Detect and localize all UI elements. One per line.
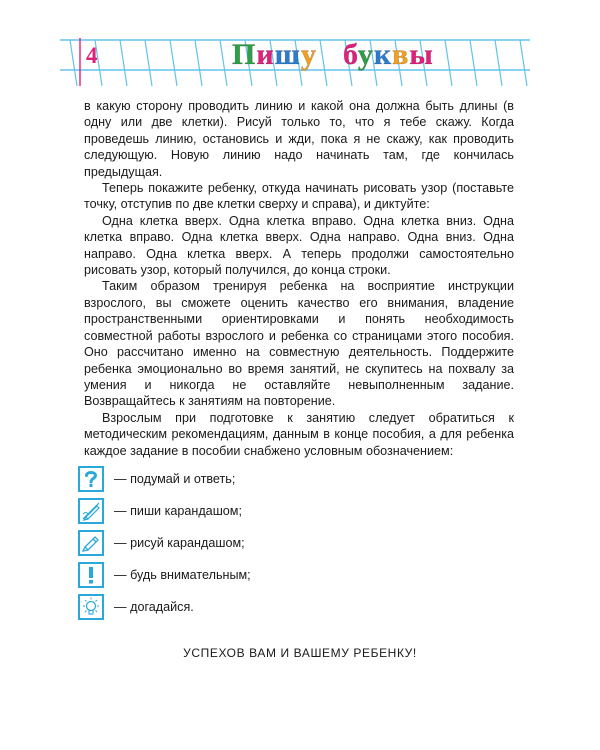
paragraph: Взрослым при подготовке к занятию следует обратиться к методическим рекомендациям, данным в конце пособия, а для ребенка каждое задание в пособии снабжено условным обозначением: xyxy=(84,410,514,458)
legend-label: — подумай и ответь; xyxy=(114,472,236,486)
title-letter: к xyxy=(373,38,393,71)
grid-slant-line xyxy=(70,40,77,86)
legend-item xyxy=(78,530,378,558)
pencil-drawing-icon xyxy=(78,530,104,556)
exclamation-mark-icon xyxy=(78,562,104,588)
legend-label: — догадайся. xyxy=(114,600,194,614)
legend-item xyxy=(78,498,378,526)
legend-label: — пиши карандашом; xyxy=(114,504,242,518)
grid-slant-line xyxy=(120,40,127,86)
grid-slant-line xyxy=(470,40,477,86)
page-header xyxy=(0,0,600,90)
title-letter: ш xyxy=(274,38,301,71)
paragraph: в какую сторону проводить линию и какой она должна быть длины (в одну или две клетки). Рисуй только то, что я тебе скажу. Когда проведешь линию, остановись и жди, пока я не скажу, как проводить следующую. Новую линию надо начинать там, где кончилась предыдущая. xyxy=(84,99,514,179)
grid-slant-line xyxy=(520,40,527,86)
paragraph: Таким образом тренируя ребенка на восприятие инструкции взрослого, вы сможете оценить качество его внимания, владение пространственными ориентировками и понять необходимость совместной работы взрослого и ребенка со страницами этого пособия. Оно рассчитано именно на совместную деятельность. Поддержите ребенка эмоционально во время занятий, не скупитесь на похвалу за умения и никогда не оставляйте невыполненным задание. Возвращайтесь к занятиям на повторение. xyxy=(84,279,514,409)
legend-item xyxy=(78,466,378,494)
grid-slant-line xyxy=(495,40,502,86)
title-letter: б xyxy=(342,38,358,71)
instruction-text xyxy=(84,98,514,459)
grid-slant-line xyxy=(195,40,202,86)
light-bulb-icon xyxy=(78,594,104,620)
grid-slant-line xyxy=(170,40,177,86)
title-letter: у xyxy=(300,38,317,71)
paragraph: Теперь покажите ребенку, откуда начинать рисовать узор (поставьте точку, отступив по две клетки сверху и справа), и диктуйте: xyxy=(84,181,514,212)
grid-slant-line xyxy=(220,40,227,86)
grid-slant-line xyxy=(145,40,152,86)
pencil-writing-icon xyxy=(78,498,104,524)
title-letter: и xyxy=(256,38,275,71)
page-number: 4 xyxy=(86,43,98,68)
question-mark-icon xyxy=(78,466,104,492)
title-letter: в xyxy=(392,38,410,71)
legend-label: — рисуй карандашом; xyxy=(114,536,245,550)
page-title xyxy=(232,38,434,72)
title-letter: П xyxy=(232,38,257,71)
title-letter: ы xyxy=(409,38,434,71)
grid-slant-line xyxy=(445,40,452,86)
closing-wish: УСПЕХОВ ВАМ И ВАШЕМУ РЕБЕНКУ! xyxy=(183,646,417,660)
title-letter: у xyxy=(357,38,374,71)
legend-label: — будь внимательным; xyxy=(114,568,251,582)
legend-item xyxy=(78,562,378,590)
legend-item xyxy=(78,594,378,622)
paragraph: Одна клетка вверх. Одна клетка вправо. Одна клетка вниз. Одна клетка вправо. Одна клетка вверх. Одна направо. Одна вниз. Одна направо. Одна клетка вверх. А теперь продолжи самостоятельно рисовать узор, который получился, до конца строки. xyxy=(84,213,514,278)
